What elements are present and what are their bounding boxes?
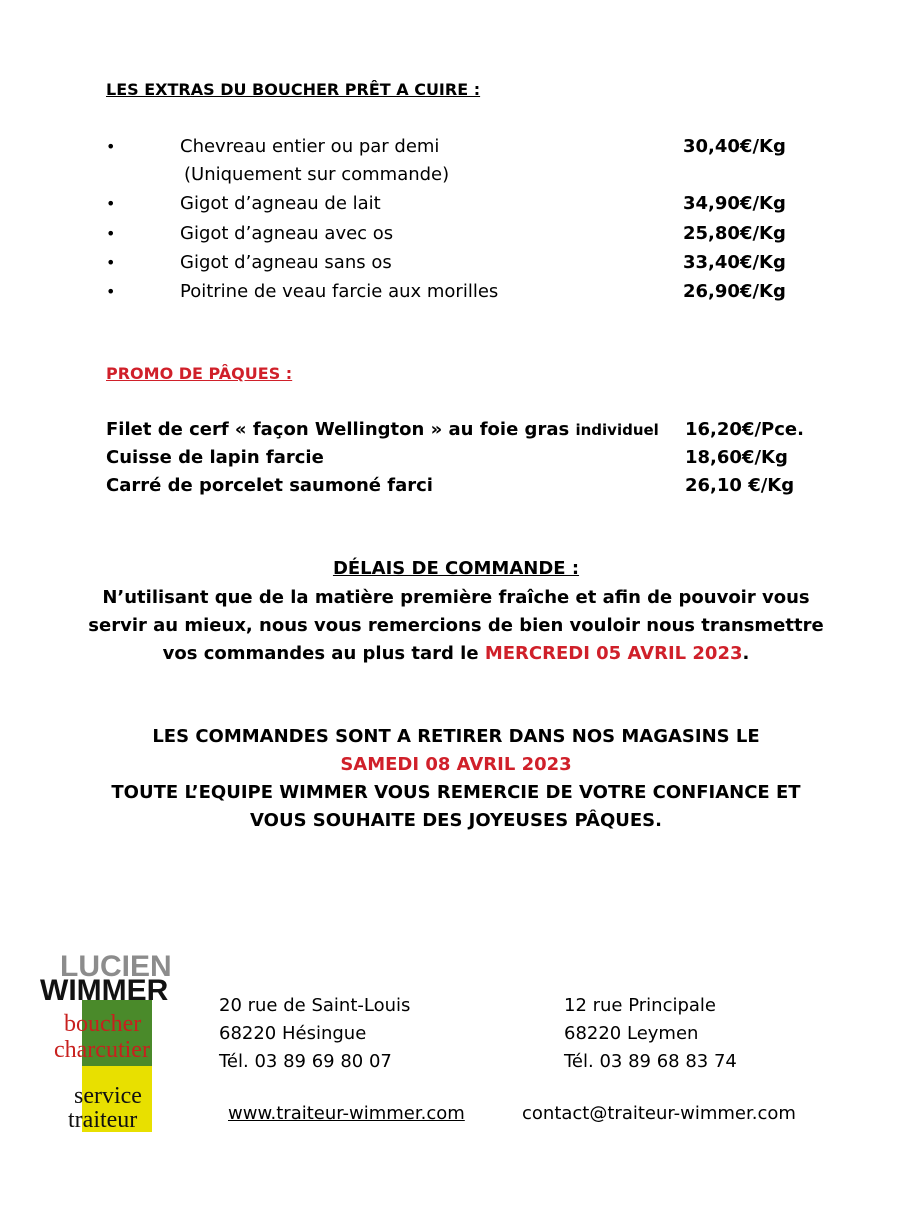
promo-item-label: Cuisse de lapin farcie [106,447,324,468]
logo-boucher: boucher [64,1011,142,1037]
promo-item-price: 16,20€/Pce. [685,419,804,440]
delais-line: N’utilisant que de la matière première fraîche et afin de pouvoir vous [102,587,810,608]
pickup-date: SAMEDI 08 AVRIL 2023 [340,754,572,775]
retrait-line: LES COMMANDES SONT A RETIRER DANS NOS MAGASINS LE [152,726,760,747]
shop-city: 68220 Hésingue [219,1023,367,1044]
extras-item-price: 33,40€/Kg [683,252,786,273]
extras-item-label: Gigot d’agneau de lait [180,193,381,214]
extras-item-price: 25,80€/Kg [683,223,786,244]
logo-charcutier: charcutier [54,1037,150,1063]
extras-item-price: 26,90€/Kg [683,281,786,302]
promo-item-price: 18,60€/Kg [685,447,788,468]
promo-item-price: 26,10 €/Kg [685,475,795,496]
shop-phone: Tél. 03 89 69 80 07 [219,1051,392,1072]
promo-item-label-small: individuel [575,421,659,439]
bullet: • [106,137,116,156]
shop-street: 12 rue Principale [564,995,717,1016]
promo-item-label [106,419,659,440]
extras-item-label: Gigot d’agneau avec os [180,223,394,244]
email-link[interactable]: contact@traiteur-wimmer.com [522,1103,796,1124]
delais-line-deadline [0,643,912,664]
delais-line3-suffix: . [742,643,750,664]
bullet: • [106,282,116,301]
shop-street: 20 rue de Saint-Louis [219,995,411,1016]
logo-service: service [74,1083,142,1109]
promo-item-label-main: Filet de cerf « façon Wellington » au foie gras [106,419,570,440]
delais-line3-prefix: vos commandes au plus tard le [162,643,485,664]
extras-item-price: 30,40€/Kg [683,136,786,157]
bullet: • [106,224,116,243]
deadline-date: MERCREDI 05 AVRIL 2023 [484,643,743,664]
logo-wimmer: WIMMER [40,974,169,1007]
extras-item-label: Poitrine de veau farcie aux morilles [180,281,499,302]
bullet: • [106,253,116,272]
delais-line: servir au mieux, nous vous remercions de bien vouloir nous transmettre [88,615,824,636]
shop-phone: Tél. 03 89 68 83 74 [564,1051,737,1072]
shop-city: 68220 Leymen [564,1023,699,1044]
retrait-line: VOUS SOUHAITE DES JOYEUSES PÂQUES. [250,810,662,831]
logo-traiteur: traiteur [68,1107,138,1133]
extras-item-label: Gigot d’agneau sans os [180,252,392,273]
extras-item-price: 34,90€/Kg [683,193,786,214]
extras-item-note: (Uniquement sur commande) [184,164,450,185]
delais-title: DÉLAIS DE COMMANDE : [332,558,580,579]
logo-lucien: LUCIEN [60,950,172,983]
bullet: • [106,194,116,213]
extras-item-label: Chevreau entier ou par demi [180,136,440,157]
extras-title: LES EXTRAS DU BOUCHER PRÊT A CUIRE : [106,80,481,99]
website-link[interactable]: www.traiteur-wimmer.com [228,1103,465,1124]
retrait-line: TOUTE L’EQUIPE WIMMER VOUS REMERCIE DE VOTRE CONFIANCE ET [111,782,801,803]
promo-title: PROMO DE PÂQUES : [106,364,293,383]
promo-item-label: Carré de porcelet saumoné farci [106,475,433,496]
